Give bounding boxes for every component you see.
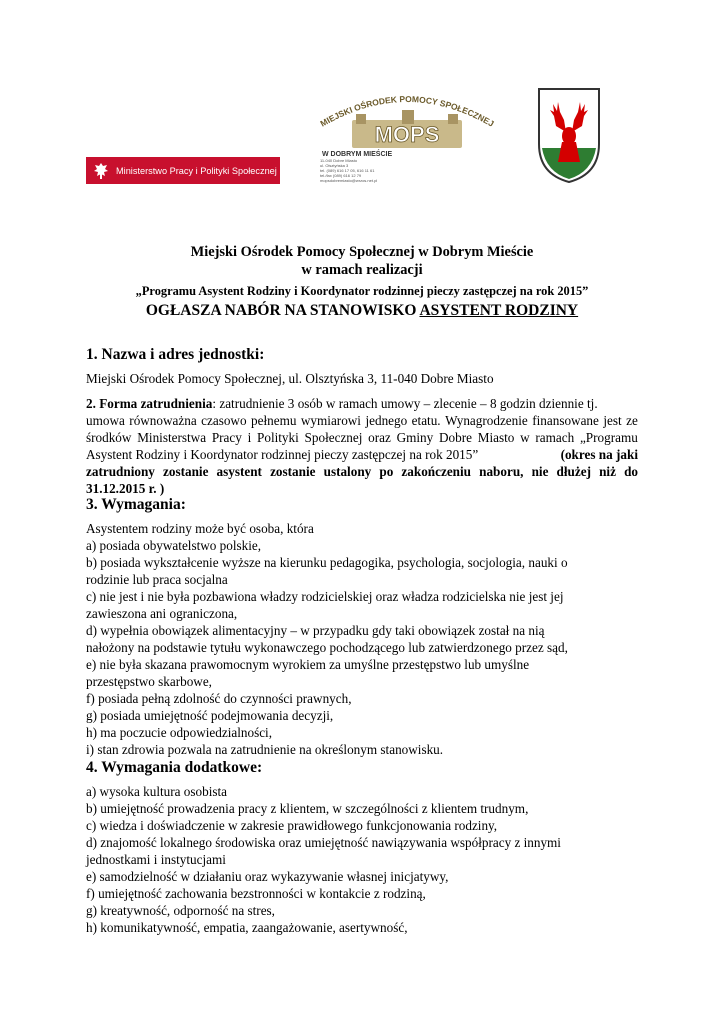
requirement-line: e) nie była skazana prawomocnym wyrokiem za umyślne przestępstwo lub umyślne (86, 657, 530, 672)
extra-requirement-line: f) umiejętność zachowania bezstronności w kontakcie z rodziną, (86, 886, 426, 901)
requirement-line: d) wypełnia obowiązek alimentacyjny – w przypadku gdy taki obowiązek został na nią (86, 623, 545, 638)
requirement-line: Asystentem rodziny może być osoba, która (86, 521, 314, 536)
mops-arc-text: MIEJSKI OŚRODEK POMOCY SPOŁECZNEJ (318, 93, 496, 129)
institution-title: Miejski Ośrodek Pomocy Społecznej w Dobrym Mieście (190, 244, 534, 260)
mops-contact-info: 11-040 Dobre Miasto ul. Olsztyńska 3 tel. (089) 616 17 05, 616 11 61 tel./fax (089) 616 12 79 mopsdobremiasto@wrzos.net.pl (320, 158, 378, 183)
program-name: „Programu Asystent Rodziny i Koordynator rodzinnej pieczy zastępczej na rok 2015” (135, 284, 589, 298)
extra-requirement-line: h) komunikatywność, empatia, zaangażowanie, asertywność, (86, 920, 408, 935)
mops-logo (312, 86, 502, 186)
requirement-line: a) posiada obywatelstwo polskie, (86, 538, 262, 553)
section-1-text: Miejski Ośrodek Pomocy Społecznej, ul. Olsztyńska 3, 11-040 Dobre Miasto (86, 371, 494, 386)
announcement-title: OGŁASZA NABÓR NA STANOWISKO ASYSTENT RODZINY (145, 302, 579, 319)
section-3-title: 3. Wymagania: (86, 496, 186, 513)
requirement-line: f) posiada pełną zdolność do czynności prawnych, (86, 691, 352, 706)
requirement-line: przestępstwo skarbowe, (86, 674, 212, 689)
requirement-line: nałożony na podstawie tytułu wykonawczego pochodzącego lub zatwierdzonego przez sąd, (86, 640, 568, 655)
mops-town: W DOBRYM MIEŚCIE (322, 151, 393, 158)
mops-name: MOPS (374, 122, 440, 147)
section-2-line: umowa równoważna czasowo pełnemu wymiarowi jednego etatu. Wynagrodzenie finansowane jest ze (86, 413, 638, 428)
extra-requirement-line: g) kreatywność, odporność na stres, (86, 903, 275, 918)
section-2-line: środków Ministerstwa Pracy i Polityki Społecznej oraz Gminy Dobre Miasto w ramach „Programu (86, 430, 638, 445)
section-2-line: zatrudniony zostanie asystent zostanie ustalony po zakończeniu naboru, nie dłużej niż do (86, 464, 638, 479)
requirement-line: h) ma poczucie odpowiedzialności, (86, 725, 273, 740)
requirement-line: zawieszona ani ograniczona, (86, 606, 238, 621)
ministry-name: Ministerstwo Pracy i Polityki Społecznej (116, 165, 277, 176)
requirement-line: i) stan zdrowia pozwala na zatrudnienie na określonym stanowisku. (86, 742, 444, 757)
extra-requirement-line: a) wysoka kultura osobista (86, 784, 228, 799)
requirement-line: rodzinie lub praca socjalna (86, 572, 228, 587)
header-subtitle: w ramach realizacji (301, 262, 423, 278)
city-crest (536, 86, 602, 184)
requirement-line: g) posiada umiejętność podejmowania decyzji, (86, 708, 334, 723)
extra-requirement-line: e) samodzielność w działaniu oraz wykazywanie własnej inicjatywy, (86, 869, 449, 884)
section-4-title: 4. Wymagania dodatkowe: (86, 759, 263, 776)
extra-requirement-line: d) znajomość lokalnego środowiska oraz umiejętność nawiązywania współpracy z innymi (86, 835, 561, 850)
requirement-line: b) posiada wykształcenie wyższe na kierunku pedagogika, psychologia, socjologia, nauki o (86, 555, 568, 570)
requirement-line: c) nie jest i nie była pozbawiona władzy rodzicielskiej oraz władza rodzicielska nie jest jej (86, 589, 564, 604)
extra-requirement-line: c) wiedza i doświadczenie w zakresie prawidłowego funkcjonowania rodziny, (86, 818, 498, 833)
eagle-icon (90, 157, 112, 184)
position-name: ASYSTENT RODZINY (419, 302, 579, 319)
section-2-line: Asystent Rodziny i Koordynator rodzinnej pieczy zastępczej na rok 2015” (okres na jaki (86, 447, 638, 462)
ministry-logo (86, 157, 280, 184)
section-2-line: 2. Forma zatrudnienia : zatrudnienie 3 osób w ramach umowy – zlecenie – 8 godzin dziennie tj. (86, 396, 598, 411)
extra-requirement-line: jednostkami i instytucjami (86, 852, 226, 867)
extra-requirement-line: b) umiejętność prowadzenia pracy z klientem, w szczególności z klientem trudnym, (86, 801, 529, 816)
section-2-line: 31.12.2015 r. ) (86, 481, 165, 496)
section-1-title: 1. Nazwa i adres jednostki: (86, 346, 265, 363)
